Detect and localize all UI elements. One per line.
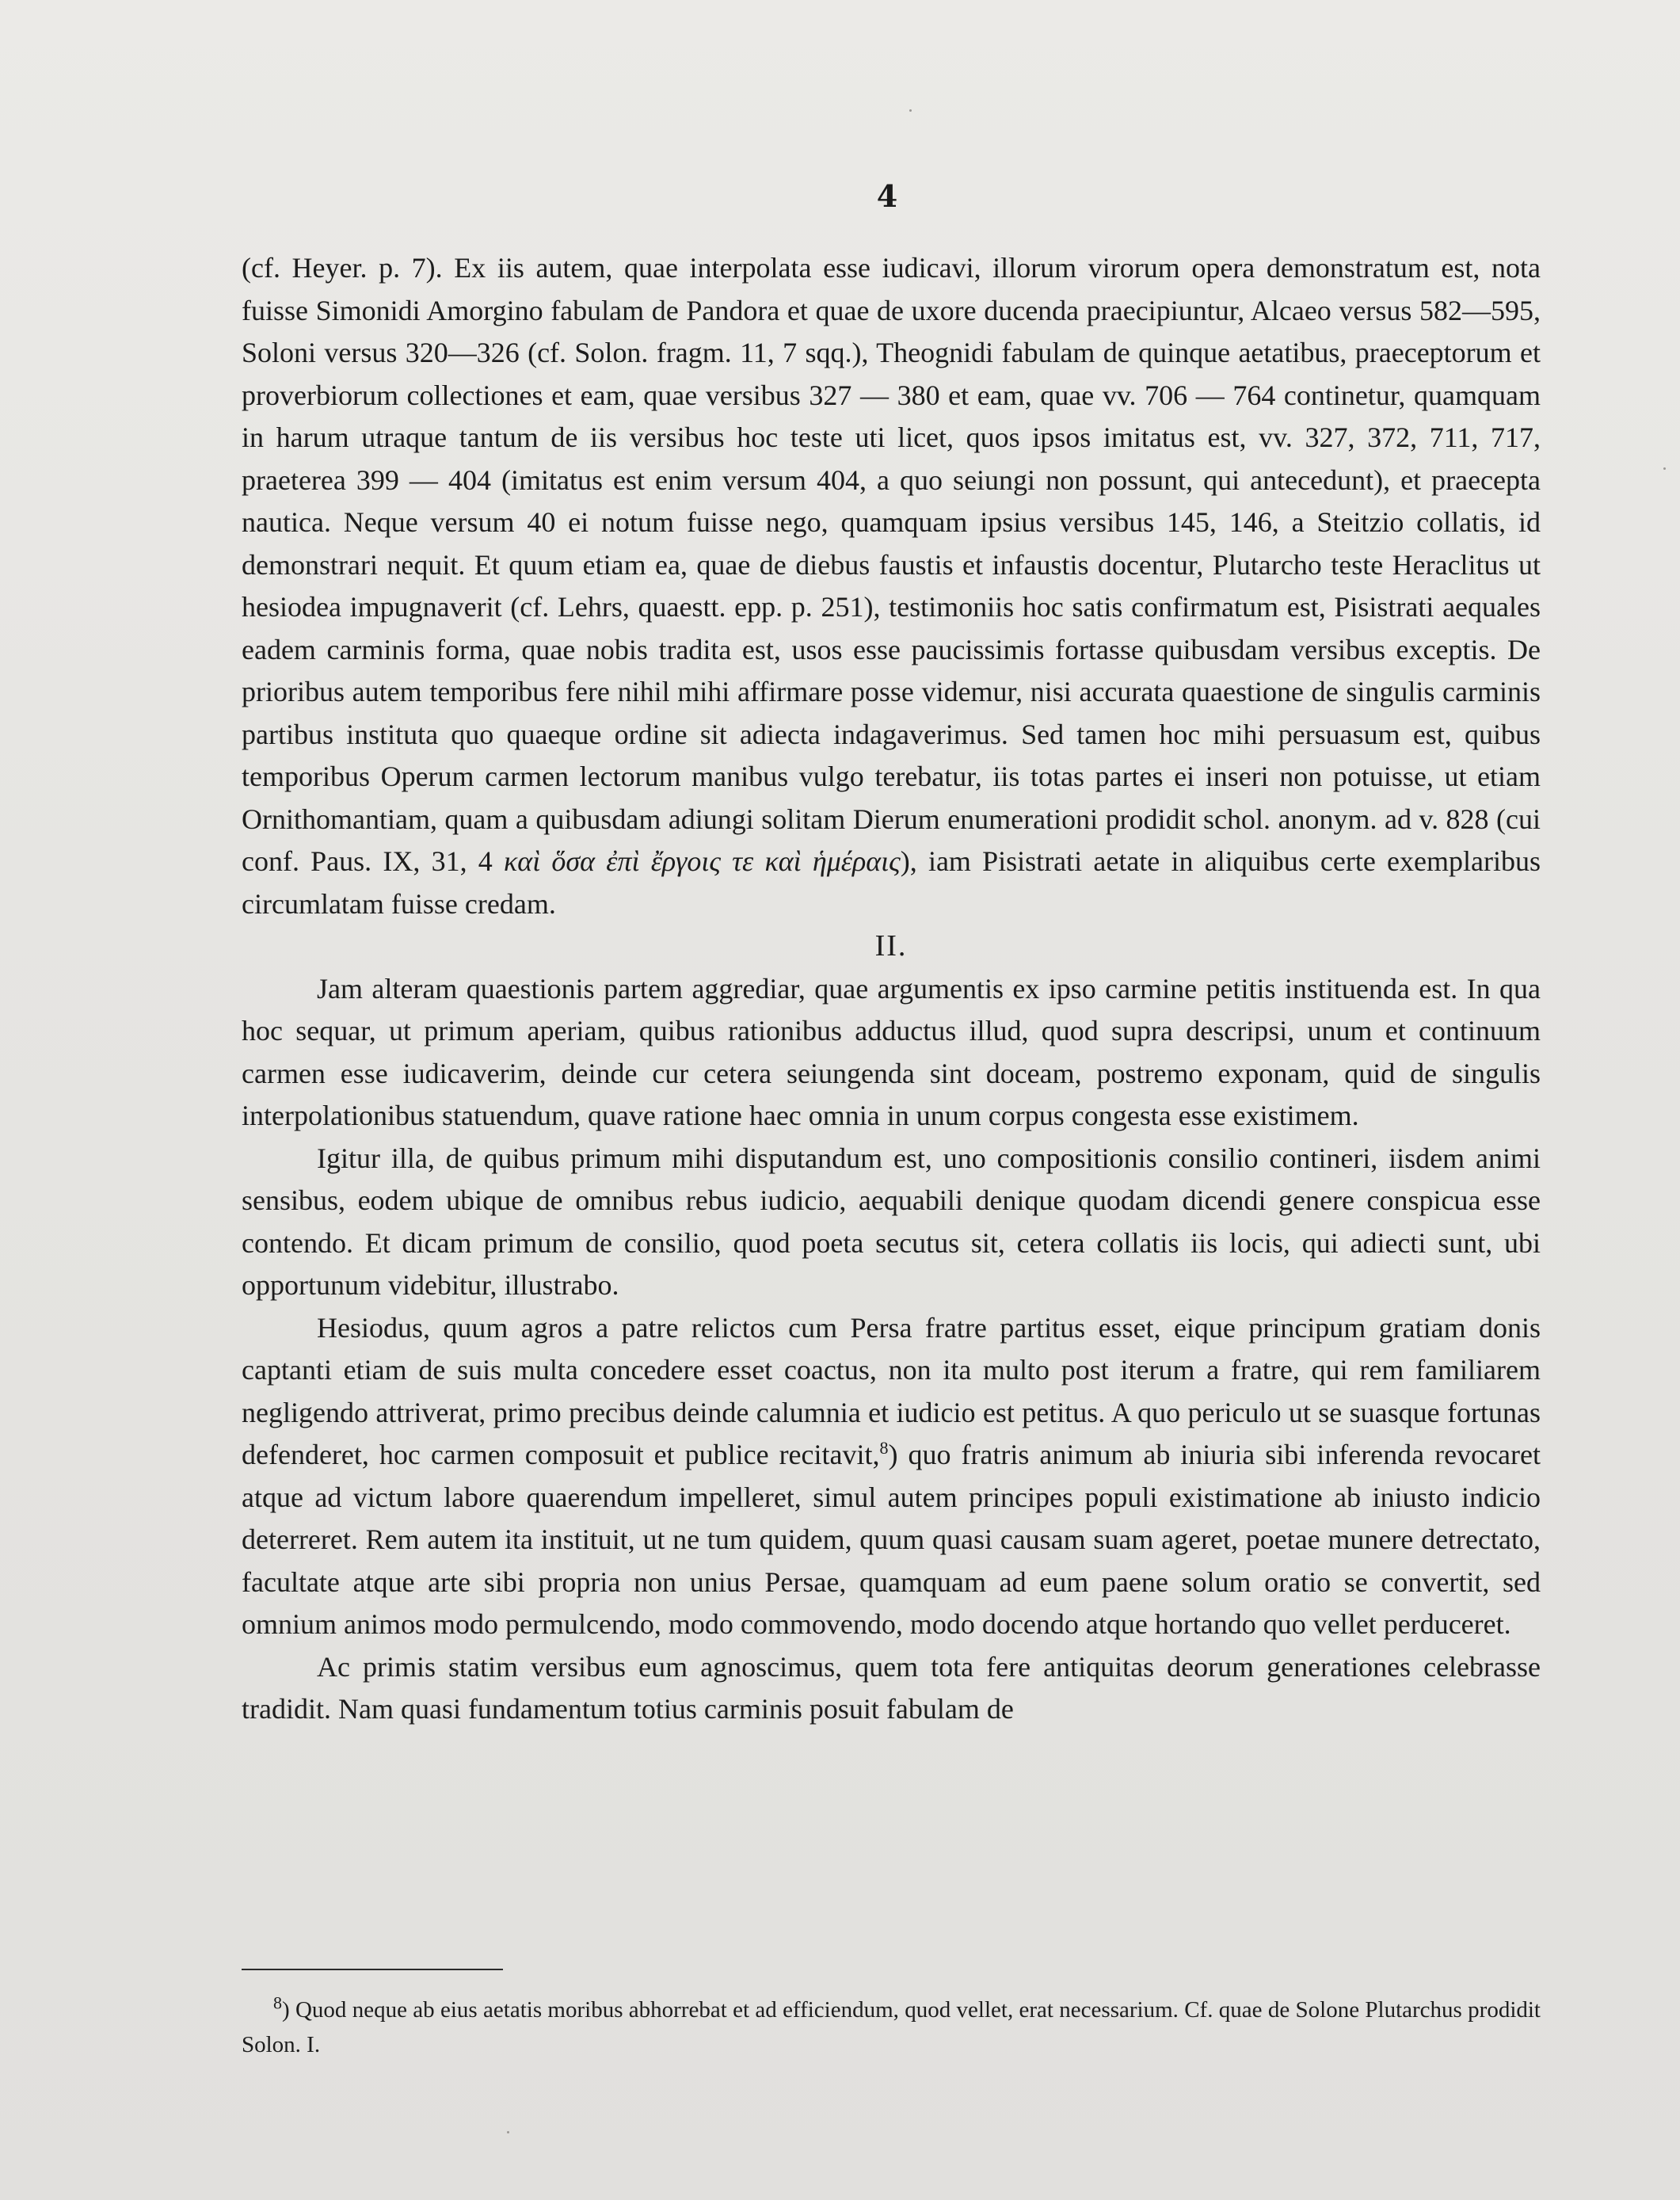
paper-speck bbox=[507, 2131, 509, 2133]
footnote-text: ) Quod neque ab eius aetatis moribus abhorrebat et ad efficiendum, quod vellet, erat necessarium. Cf. quae de Solone Plutarchus prodidit Solon. I. bbox=[242, 1997, 1541, 2057]
paragraph-text: ) quo fratris animum ab iniuria sibi inferenda revocaret atque ad victum labore quaerendum impelleret, simul autem principes populi existimatione ab iniusto indicio deterreret. Rem autem ita instituit, ut ne tum quidem, quum quasi causam suam ageret, poetae munere detrectato, facultate atque arte sibi propria non unius Persae, quamquam ad eum paene solum oratio se convertit, sed omnium animos modo permulcendo, modo commovendo, modo docendo atque hortando quo vellet perduceret. bbox=[242, 1439, 1541, 1640]
footnote-reference: 8 bbox=[879, 1438, 889, 1458]
footnote-mark: 8 bbox=[273, 1992, 282, 2013]
paper-speck bbox=[1663, 467, 1666, 470]
footnote bbox=[242, 1992, 1541, 2062]
paragraph: Jam alteram quaestionis partem aggrediar, quae argumentis ex ipso carmine petitis instituenda est. In qua hoc sequar, ut primum aperiam, quibus rationibus adductus illud, quod supra descripsi, unum et continuum carmen esse iudicaverim, deinde cur cetera seiungenda sint doceam, postremo exponam, quid de singulis interpolationibus statuendum, quave ratione haec omnia in unum corpus congesta esse existimem. bbox=[242, 972, 1541, 1131]
paper-speck bbox=[909, 109, 912, 112]
paragraph-text: Hesiodus, quum agros a patre relictos cum Persa fratre partitus esset, eique principum gratiam donis captanti etiam de suis multa concedere esset coactus, non ita multo post iterum a fratre, qui rem familiarem negligendo attriverat, primo precibus deinde calumnia et iudicio est petitus. A quo periculo ut se suasque fortunas defenderet, hoc carmen composuit et publice recitavit, bbox=[242, 1311, 1541, 1470]
greek-quotation: καὶ ὅσα ἐπὶ ἔργοις τε καὶ ἡμέραις bbox=[504, 845, 901, 877]
footnotes bbox=[242, 1992, 1541, 2062]
paragraph: Ac primis statim versibus eum agnoscimus, quem tota fere antiquitas deorum generationes celebrasse tradidit. Nam quasi fundamentum totius carminis posuit fabulam de bbox=[242, 1650, 1541, 1725]
page-number: 4 bbox=[876, 178, 898, 214]
paragraph-text: (cf. Heyer. p. 7). Ex iis autem, quae interpolata esse iudicavi, illorum virorum opera demonstratum est, nota fuisse Simonidi Amorgino fabulam de Pandora et quae de uxore ducenda praecipiuntur, Alcaeo versus 582—595, Soloni versus 320—326 (cf. Solon. fragm. 11, 7 sqq.), Theognidi fabulam de quinque aetatibus, praeceptorum et proverbiorum collectiones et eam, quae versibus 327 — 380 et eam, quae vv. 706 — 764 continetur, quamquam in harum utraque tantum de iis versibus hoc teste uti licet, quos ipsos imitatus est, vv. 327, 372, 711, 717, praeterea 399 — 404 (imitatus est enim versum 404, a quo seiungi non possunt, qui antecedunt), et praecepta nautica. Neque versum 40 ei notum fuisse nego, quamquam ipsius versibus 145, 146, a Steitzio collatis, id demonstrari nequit. Et quum etiam ea, quae de diebus faustis et infaustis docentur, Plutarcho teste Heraclitus ut hesiodea impugnaverit (cf. Lehrs, quaestt. epp. p. 251), testimoniis hoc satis confirmatum est, Pisistrati aequales eadem carminis forma, quae nobis tradita est, usos esse paucissimis fortasse quibusdam versibus exceptis. De prioribus autem temporibus fere nihil mihi affirmare posse videmur, nisi accurata quaestione de singulis carminis partibus instituta quo quaeque ordine sit adiecta indagaverimus. Sed tamen hoc mihi persuasum est, quibus temporibus Operum carmen lectorum manibus vulgo terebatur, iis totas partes ei inseri non potuisse, ut etiam Ornithomantiam, quam a quibusdam adiungi solitam Dierum enumerationi prodidit schol. anonym. ad v. 828 (cui conf. Paus. IX, 31, 4 bbox=[242, 252, 1541, 877]
continuation-paragraph bbox=[242, 247, 1541, 925]
paragraph: Igitur illa, de quibus primum mihi disputandum est, uno compositionis consilio contineri, iisdem animi sensibus, eodem ubique de omnibus rebus iudicio, aequabili denique quodam dicendi genere conspicua esse contendo. Et dicam primum de consilio, quod poeta secutus sit, cetera collatis iis locis, qui adiecti sunt, ubi opportunum videbitur, illustrabo. bbox=[242, 1142, 1541, 1301]
paragraph-text: ), iam Pisistrati aetate in aliquibus certe exemplaribus circumlatam fuisse credam. bbox=[242, 845, 1541, 920]
hesiod-paragraph bbox=[242, 1307, 1541, 1646]
body-text bbox=[242, 247, 1541, 1731]
section-heading: II. bbox=[874, 929, 908, 963]
footnote-divider bbox=[242, 1969, 503, 1970]
